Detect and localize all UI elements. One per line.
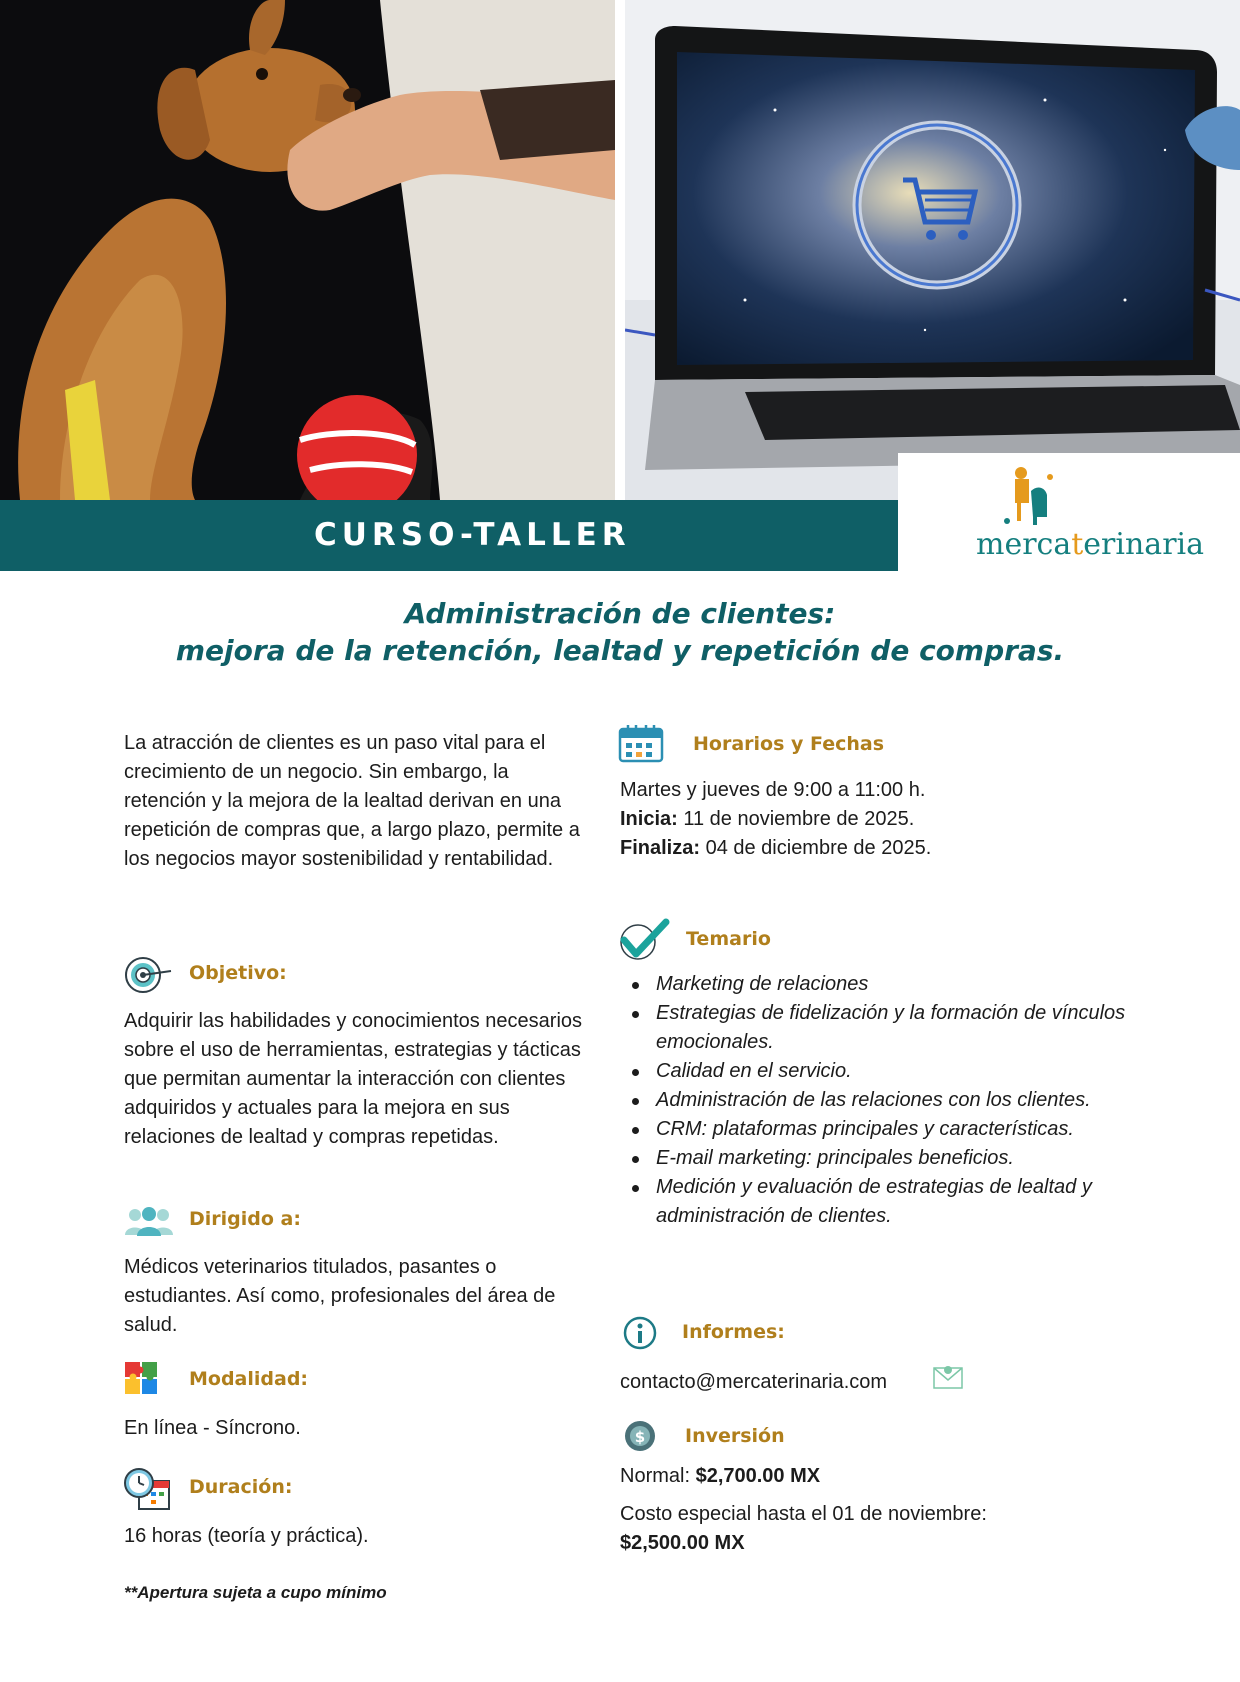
page-title-line-1: Administración de clientes:	[404, 597, 836, 630]
intro-paragraph: La atracción de clientes es un paso vital para el crecimiento de un negocio. Sin embargo, la retención y la mejora de la lealtad derivan en una repetición de compras que, a largo plazo, permite a los negocios mayor sostenibilidad y rentabilidad.	[124, 732, 580, 870]
logo-wordmark: mercaterinaria	[976, 527, 1205, 562]
temario-item: Medición y evaluación de estrategias de lealtad y administración de clientes.	[620, 1173, 1140, 1231]
calendar-icon	[618, 723, 664, 763]
dirigido-heading: Dirigido a:	[189, 1208, 301, 1230]
inversion-normal: Normal: $2,700.00 MX	[620, 1465, 821, 1487]
people-icon	[123, 1205, 175, 1237]
inversion-special-price: $2,500.00 MX	[620, 1532, 745, 1554]
puzzle-icon	[123, 1360, 161, 1400]
dog-illustration	[0, 0, 615, 500]
modalidad-heading: Modalidad:	[189, 1368, 309, 1390]
svg-text:$: $	[634, 1428, 646, 1446]
objetivo-heading: Objetivo:	[189, 962, 287, 984]
temario-item: Administración de las relaciones con los clientes.	[620, 1086, 1140, 1115]
duracion-text: 16 horas (teoría y práctica).	[124, 1525, 369, 1547]
horarios-end: Finaliza: 04 de diciembre de 2025.	[620, 837, 932, 859]
horarios-schedule: Martes y jueves de 9:00 a 11:00 h.	[620, 779, 926, 801]
banner-label: CURSO-TALLER	[314, 517, 631, 553]
dollar-coin-icon	[623, 1419, 657, 1453]
clock-calendar-icon	[123, 1467, 171, 1511]
temario-list	[620, 970, 1140, 1231]
informes-heading: Informes:	[682, 1321, 785, 1343]
temario-heading: Temario	[686, 928, 771, 950]
temario-item: Marketing de relaciones	[620, 970, 1140, 999]
info-icon	[623, 1316, 657, 1350]
dog-photo	[0, 0, 615, 500]
informes-email[interactable]: contacto@mercaterinaria.com	[620, 1371, 888, 1393]
temario-item: Estrategias de fidelización y la formación de vínculos emocionales.	[620, 999, 1140, 1057]
dirigido-text: Médicos veterinarios titulados, pasantes o estudiantes. Así como, profesionales del área de salud.	[124, 1256, 556, 1336]
envelope-icon[interactable]	[932, 1364, 964, 1390]
temario-item: Calidad en el servicio.	[620, 1057, 1140, 1086]
laptop-photo	[625, 0, 1240, 500]
modalidad-text: En línea - Síncrono.	[124, 1417, 301, 1439]
objetivo-text: Adquirir las habilidades y conocimientos necesarios sobre el uso de herramientas, estrategias y tácticas que permitan aumentar la interacción con clientes adquiridos y actuales para la mejora en sus relaciones de lealtad y compras repetidas.	[124, 1010, 583, 1148]
inversion-heading: Inversión	[685, 1425, 785, 1447]
temario-item: E-mail marketing: principales beneficios.	[620, 1144, 1140, 1173]
laptop-illustration	[625, 0, 1240, 500]
checkmark-icon	[618, 918, 670, 962]
duracion-heading: Duración:	[189, 1476, 293, 1498]
temario-item: CRM: plataformas principales y características.	[620, 1115, 1140, 1144]
footnote: **Apertura sujeta a cupo mínimo	[124, 1583, 387, 1602]
page-title-line-2: mejora de la retención, lealtad y repetición de compras.	[175, 634, 1065, 667]
horarios-start: Inicia: 11 de noviembre de 2025.	[620, 808, 915, 830]
pet-logo-icon	[1003, 463, 1063, 535]
horarios-heading: Horarios y Fechas	[693, 733, 885, 755]
target-icon	[123, 955, 173, 995]
inversion-special-label: Costo especial hasta el 01 de noviembre:	[620, 1503, 987, 1525]
